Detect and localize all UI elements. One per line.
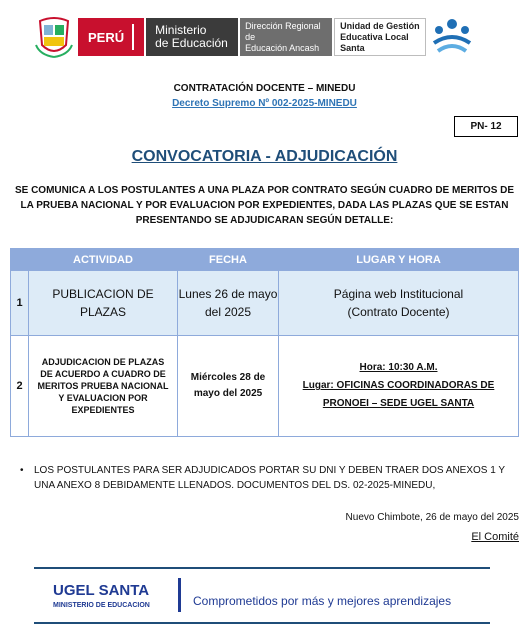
row-place — [279, 271, 519, 336]
header-blank — [11, 249, 29, 271]
place-date: Nuevo Chimbote, 26 de mayo del 2025 — [345, 512, 519, 523]
place-line: Lugar: OFICINAS COORDINADORAS DE — [302, 380, 495, 391]
place-line: Hora: 10:30 A.M. — [359, 362, 438, 373]
document-code: PN- 12 — [454, 116, 518, 137]
row-activity: PUBLICACION DE PLAZAS — [29, 271, 178, 336]
header-fecha: FECHA — [178, 249, 279, 271]
ugel-logo: Unidad de Gestión Educativa Local Santa — [334, 18, 426, 56]
footer-slogan: Comprometidos por más y mejores aprendizajes — [193, 594, 452, 608]
row-number: 1 — [11, 271, 29, 336]
place-line: Página web Institucional — [333, 287, 464, 301]
table-header-row — [11, 249, 519, 271]
place-line: (Contrato Docente) — [347, 305, 450, 319]
header-lugar: LUGAR Y HORA — [279, 249, 519, 271]
requirements-note — [20, 463, 522, 493]
header-actividad: ACTIVIDAD — [29, 249, 178, 271]
place-line: PRONOEI – SEDE UGEL SANTA — [322, 398, 475, 409]
page-heading: CONVOCATORIA - ADJUDICACIÓN — [131, 148, 398, 165]
peru-logo: PERÚ — [78, 18, 144, 56]
schedule-table — [10, 248, 519, 437]
row-date: Miércoles 28 de mayo del 2025 — [178, 336, 279, 437]
footer-org: UGEL SANTA — [53, 582, 150, 599]
signature: El Comité — [471, 531, 519, 543]
peru-coat-of-arms-icon — [34, 15, 74, 59]
decree-reference: Decreto Supremo Nº 002-2025-MINEDU — [172, 98, 357, 109]
row-place — [279, 336, 519, 437]
bullet-icon: • — [20, 465, 24, 476]
footer-separator — [178, 578, 181, 612]
table-row — [11, 271, 519, 336]
table-row — [11, 336, 519, 437]
footer-divider — [34, 567, 490, 569]
intro-paragraph: SE COMUNICA A LOS POSTULANTES A UNA PLAZA POR CONTRATO SEGÚN CUADRO DE MERITOS DE LA PRUEBA NACIONAL Y POR EVALUACION POR EXPEDIENTES, DADA LAS PLAZAS QUE SE ESTAN PRESENTANDO SE ADJUDICARAN SEGÚN DETALLE: — [14, 185, 515, 226]
dre-logo: Dirección Regional de Educación Ancash — [240, 18, 332, 56]
note-text: LOS POSTULANTES PARA SER ADJUDICADOS PORTAR SU DNI Y DEBEN TRAER DOS ANEXOS 1 Y UNA ANEXO 8 DEBIDAMENTE LLENADOS. DOCUMENTOS DEL DS. 02-2025-MINEDU, — [34, 465, 505, 491]
row-activity: ADJUDICACION DE PLAZAS DE ACUERDO A CUADRO DE MERITOS PRUEBA NACIONAL Y EVALUACION POR EXPEDIENTES — [29, 336, 178, 437]
header-logos — [34, 12, 474, 62]
row-date: Lunes 26 de mayo del 2025 — [178, 271, 279, 336]
footer-divider — [34, 622, 490, 624]
ugel-people-icon — [430, 17, 474, 57]
document-title: CONTRATACIÓN DOCENTE – MINEDU — [173, 83, 356, 94]
footer-sub: MINISTERIO DE EDUCACION — [53, 602, 150, 609]
row-number: 2 — [11, 336, 29, 437]
ministerio-logo: Ministerio de Educación — [146, 18, 238, 56]
